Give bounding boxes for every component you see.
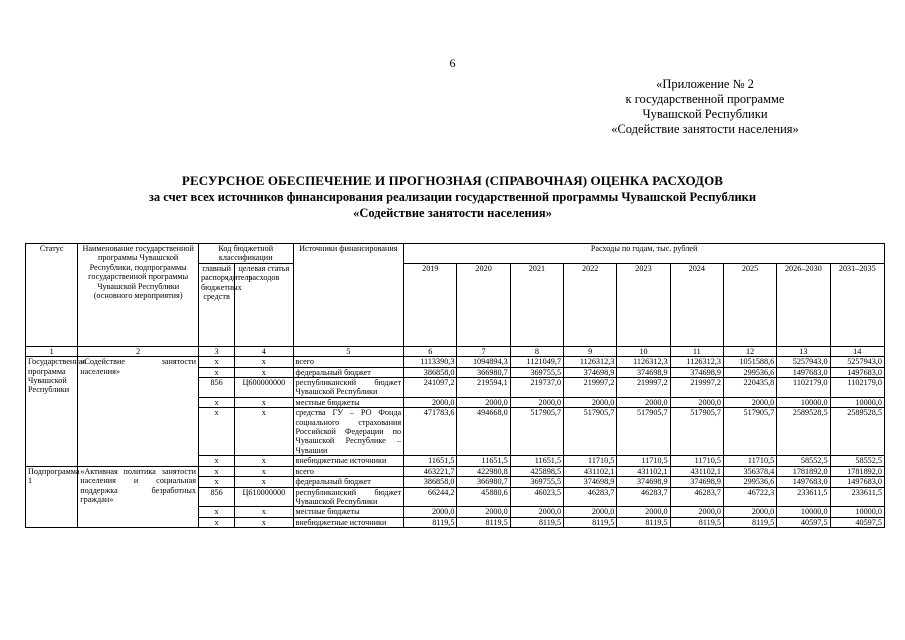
value-cell: 219997,2	[617, 378, 670, 398]
value-cell: 2000,0	[723, 507, 776, 517]
annex-line-4: «Содействие занятости населения»	[611, 122, 799, 136]
value-cell: 219997,2	[564, 378, 617, 398]
column-number: 10	[617, 346, 670, 356]
value-cell: 46722,3	[723, 487, 776, 507]
value-cell: 374698,9	[617, 477, 670, 487]
name-cell: «Содействие занятости населения»	[78, 357, 199, 466]
value-cell: 369755,5	[510, 367, 563, 377]
value-cell: 463221,7	[404, 466, 457, 476]
value-cell: 1497683,0	[830, 477, 884, 487]
header-year: 2020	[457, 263, 510, 346]
value-cell: 45880,6	[457, 487, 510, 507]
value-cell: 517905,7	[564, 408, 617, 456]
annex-line-1: «Приложение № 2	[656, 77, 754, 91]
value-cell: 11710,5	[670, 456, 723, 466]
value-cell: 471783,6	[404, 408, 457, 456]
target-cell: x	[235, 507, 293, 517]
value-cell: 11710,5	[617, 456, 670, 466]
value-cell: 517905,7	[510, 408, 563, 456]
value-cell: 11710,5	[564, 456, 617, 466]
column-numbers-row	[26, 346, 885, 356]
grbs-cell: x	[198, 397, 234, 407]
source-cell: республиканский бюджет Чувашской Республики	[293, 487, 404, 507]
value-cell: 1126312,3	[564, 357, 617, 367]
column-number: 4	[235, 346, 293, 356]
value-cell: 1497683,0	[830, 367, 884, 377]
value-cell: 374698,9	[670, 477, 723, 487]
value-cell: 220435,8	[723, 378, 776, 398]
header-target: целевая статья расходов	[235, 263, 293, 346]
value-cell: 374698,9	[564, 477, 617, 487]
value-cell: 517905,7	[723, 408, 776, 456]
heading-line-1: РЕСУРСНОЕ ОБЕСПЕЧЕНИЕ И ПРОГНОЗНАЯ (СПРАВОЧНАЯ) ОЦЕНКА РАСХОДОВ	[181, 173, 724, 188]
grbs-cell: x	[198, 367, 234, 377]
value-cell: 1102179,0	[777, 378, 830, 398]
value-cell: 2000,0	[404, 507, 457, 517]
value-cell: 2000,0	[670, 507, 723, 517]
grbs-cell: 856	[198, 378, 234, 398]
value-cell: 1121049,7	[510, 357, 563, 367]
source-cell: внебюджетные источники	[293, 517, 404, 527]
value-cell: 2589528,5	[777, 408, 830, 456]
grbs-cell: x	[198, 466, 234, 476]
source-cell: средства ГУ – РО Фонда социального страхования Российской Федерации по Чувашской Республике – Чувашии	[293, 408, 404, 456]
table-row	[26, 466, 885, 476]
column-number: 13	[777, 346, 830, 356]
header-year: 2031–2035	[830, 263, 884, 346]
value-cell: 241097,2	[404, 378, 457, 398]
value-cell: 431102,1	[670, 466, 723, 476]
document-heading	[0, 173, 905, 221]
value-cell: 517905,7	[670, 408, 723, 456]
grbs-cell: x	[198, 517, 234, 527]
value-cell: 10000,0	[830, 507, 884, 517]
value-cell: 5257943,0	[830, 357, 884, 367]
value-cell: 299536,6	[723, 367, 776, 377]
value-cell: 1497683,0	[777, 477, 830, 487]
status-cell: Государственная программа Чувашской Республики	[26, 357, 78, 466]
column-number: 5	[293, 346, 404, 356]
value-cell: 8119,5	[617, 517, 670, 527]
value-cell: 8119,5	[564, 517, 617, 527]
target-cell: x	[235, 456, 293, 466]
value-cell: 8119,5	[723, 517, 776, 527]
value-cell: 356378,4	[723, 466, 776, 476]
header-year: 2026–2030	[777, 263, 830, 346]
value-cell: 233611,5	[777, 487, 830, 507]
grbs-cell: 856	[198, 487, 234, 507]
name-cell: «Активная политика занятости населения и социальная поддержка безработных граждан»	[78, 466, 199, 527]
grbs-cell: x	[198, 477, 234, 487]
header-sources: Источники финансирования	[293, 244, 404, 347]
target-cell: x	[235, 477, 293, 487]
column-number: 12	[723, 346, 776, 356]
header-year: 2022	[564, 263, 617, 346]
source-cell: внебюджетные источники	[293, 456, 404, 466]
value-cell: 425898,5	[510, 466, 563, 476]
value-cell: 219594,1	[457, 378, 510, 398]
value-cell: 2000,0	[510, 397, 563, 407]
source-cell: всего	[293, 466, 404, 476]
target-cell: x	[235, 408, 293, 456]
source-cell: местные бюджеты	[293, 397, 404, 407]
value-cell: 431102,1	[617, 466, 670, 476]
source-cell: всего	[293, 357, 404, 367]
value-cell: 2000,0	[404, 397, 457, 407]
value-cell: 374698,9	[670, 367, 723, 377]
header-year: 2023	[617, 263, 670, 346]
value-cell: 219997,2	[670, 378, 723, 398]
value-cell: 66244,2	[404, 487, 457, 507]
value-cell: 422980,8	[457, 466, 510, 476]
value-cell: 2000,0	[457, 397, 510, 407]
value-cell: 8119,5	[457, 517, 510, 527]
grbs-cell: x	[198, 357, 234, 367]
value-cell: 1126312,3	[670, 357, 723, 367]
value-cell: 386858,0	[404, 477, 457, 487]
table-body	[26, 357, 885, 528]
value-cell: 1051588,6	[723, 357, 776, 367]
header-budget-code: Код бюджетной классификации	[198, 244, 293, 264]
header-grbs: главный распорядитель бюджетных средств	[198, 263, 234, 346]
value-cell: 219737,0	[510, 378, 563, 398]
grbs-cell: x	[198, 507, 234, 517]
heading-line-3: «Содействие занятости населения»	[353, 206, 552, 220]
value-cell: 40597,5	[830, 517, 884, 527]
target-cell: Ц600000000	[235, 378, 293, 398]
column-number: 1	[26, 346, 78, 356]
column-number: 14	[830, 346, 884, 356]
value-cell: 46283,7	[564, 487, 617, 507]
source-cell: местные бюджеты	[293, 507, 404, 517]
value-cell: 2000,0	[510, 507, 563, 517]
value-cell: 8119,5	[670, 517, 723, 527]
value-cell: 1113390,3	[404, 357, 457, 367]
value-cell: 2000,0	[564, 397, 617, 407]
value-cell: 1497683,0	[777, 367, 830, 377]
header-status: Статус	[26, 244, 78, 347]
value-cell: 8119,5	[404, 517, 457, 527]
header-name: Наименование государственной программы Чувашской Республики, подпрограммы государственной программы Чувашской Республики (основного мероприятия)	[78, 244, 199, 347]
value-cell: 431102,1	[564, 466, 617, 476]
value-cell: 5257943,0	[777, 357, 830, 367]
value-cell: 386858,0	[404, 367, 457, 377]
header-expenses: Расходы по годам, тыс. рублей	[404, 244, 885, 264]
source-cell: федеральный бюджет	[293, 367, 404, 377]
resource-table	[25, 243, 885, 528]
value-cell: 374698,9	[564, 367, 617, 377]
value-cell: 2000,0	[457, 507, 510, 517]
column-number: 6	[404, 346, 457, 356]
source-cell: федеральный бюджет	[293, 477, 404, 487]
value-cell: 233611,5	[830, 487, 884, 507]
value-cell: 10000,0	[777, 507, 830, 517]
value-cell: 369755,5	[510, 477, 563, 487]
value-cell: 11710,5	[723, 456, 776, 466]
target-cell: x	[235, 466, 293, 476]
annex-line-2: к государственной программе	[625, 92, 785, 106]
value-cell: 11651,5	[457, 456, 510, 466]
column-number: 3	[198, 346, 234, 356]
value-cell: 2000,0	[723, 397, 776, 407]
grbs-cell: x	[198, 408, 234, 456]
target-cell: x	[235, 357, 293, 367]
value-cell: 1126312,3	[617, 357, 670, 367]
target-cell: x	[235, 517, 293, 527]
value-cell: 366980,7	[457, 367, 510, 377]
table-row	[26, 357, 885, 367]
annex-line-3: Чувашской Республики	[642, 107, 768, 121]
target-cell: x	[235, 397, 293, 407]
value-cell: 10000,0	[830, 397, 884, 407]
annex-block	[575, 77, 835, 137]
column-number: 9	[564, 346, 617, 356]
header-year: 2019	[404, 263, 457, 346]
value-cell: 494668,0	[457, 408, 510, 456]
header-year: 2024	[670, 263, 723, 346]
value-cell: 1102179,0	[830, 378, 884, 398]
value-cell: 58552,5	[830, 456, 884, 466]
value-cell: 10000,0	[777, 397, 830, 407]
column-number: 8	[510, 346, 563, 356]
target-cell: Ц610000000	[235, 487, 293, 507]
column-number: 11	[670, 346, 723, 356]
status-cell: Подпрограмма 1	[26, 466, 78, 527]
page-number: 6	[449, 56, 456, 70]
value-cell: 40597,5	[777, 517, 830, 527]
value-cell: 46283,7	[617, 487, 670, 507]
value-cell: 1781892,0	[777, 466, 830, 476]
value-cell: 299536,6	[723, 477, 776, 487]
value-cell: 1094894,3	[457, 357, 510, 367]
header-year: 2025	[723, 263, 776, 346]
grbs-cell: x	[198, 456, 234, 466]
source-cell: республиканский бюджет Чувашской Республики	[293, 378, 404, 398]
value-cell: 46283,7	[670, 487, 723, 507]
value-cell: 46023,5	[510, 487, 563, 507]
value-cell: 1781892,0	[830, 466, 884, 476]
value-cell: 2000,0	[564, 507, 617, 517]
value-cell: 8119,5	[510, 517, 563, 527]
value-cell: 58552,5	[777, 456, 830, 466]
value-cell: 11651,5	[404, 456, 457, 466]
value-cell: 2589528,5	[830, 408, 884, 456]
heading-line-2: за счет всех источников финансирования реализации государственной программы Чувашской Республики	[148, 190, 757, 204]
value-cell: 374698,9	[617, 367, 670, 377]
column-number: 2	[78, 346, 199, 356]
value-cell: 2000,0	[617, 507, 670, 517]
value-cell: 11651,5	[510, 456, 563, 466]
header-year: 2021	[510, 263, 563, 346]
target-cell: x	[235, 367, 293, 377]
column-number: 7	[457, 346, 510, 356]
value-cell: 2000,0	[670, 397, 723, 407]
value-cell: 2000,0	[617, 397, 670, 407]
value-cell: 517905,7	[617, 408, 670, 456]
value-cell: 366980,7	[457, 477, 510, 487]
